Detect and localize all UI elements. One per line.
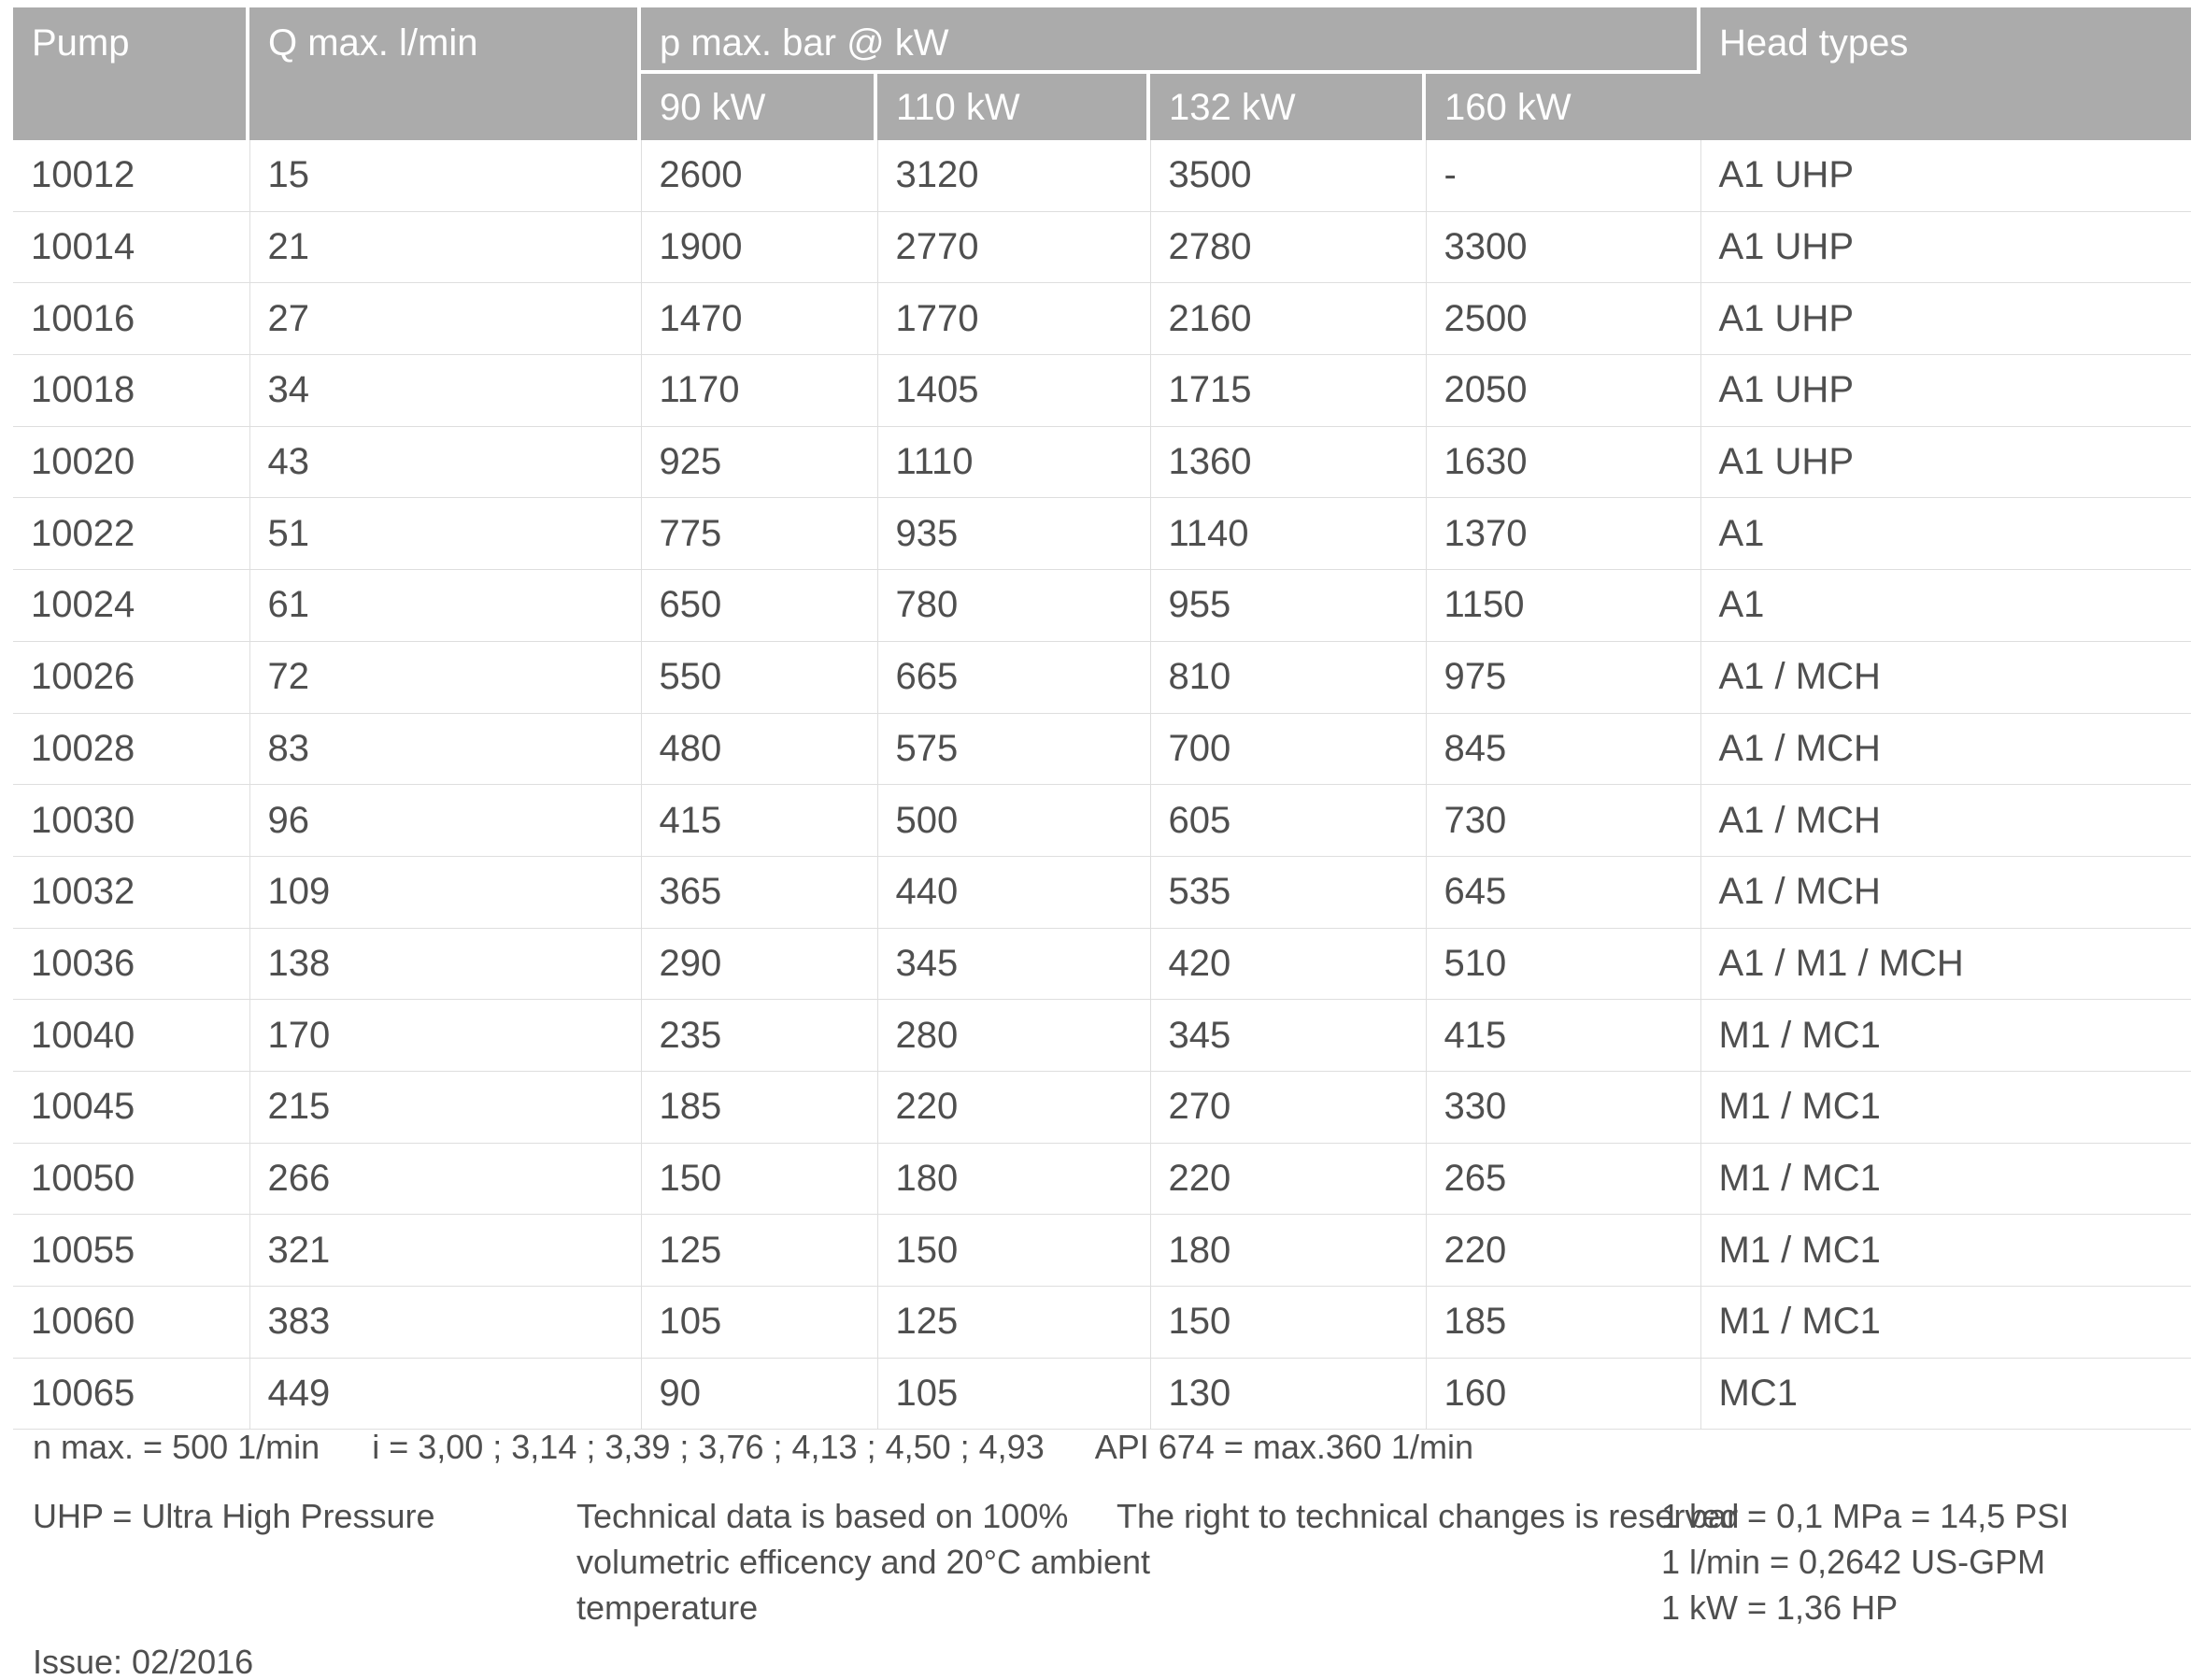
p90-cell: 2600 <box>641 140 877 211</box>
head-types-cell: A1 UHP <box>1700 211 2191 283</box>
uhp-text: UHP = Ultra High Pressure <box>33 1497 435 1535</box>
p90-cell: 1170 <box>641 355 877 427</box>
table-row <box>13 355 2191 427</box>
p132-cell: 220 <box>1150 1143 1426 1215</box>
p110-cell: 345 <box>877 928 1150 1000</box>
p132-cell: 270 <box>1150 1071 1426 1143</box>
pump-id-cell: 10028 <box>13 713 249 785</box>
p110-cell: 2770 <box>877 211 1150 283</box>
footer-rights <box>1117 1493 1740 1630</box>
column-header-pump: Pump <box>13 7 249 140</box>
conversion-bar: 1 bar = 0,1 MPa = 14,5 PSI <box>1661 1497 2070 1535</box>
qmax-cell: 109 <box>249 856 641 928</box>
pump-id-cell: 10065 <box>13 1358 249 1430</box>
p110-cell: 125 <box>877 1287 1150 1359</box>
qmax-cell: 83 <box>249 713 641 785</box>
table-body <box>13 140 2191 1430</box>
qmax-cell: 51 <box>249 498 641 570</box>
column-header-90kw: 90 kW <box>641 74 877 140</box>
qmax-cell: 449 <box>249 1358 641 1430</box>
p160-cell: 265 <box>1426 1143 1700 1215</box>
p110-cell: 440 <box>877 856 1150 928</box>
head-types-cell: A1 / MCH <box>1700 856 2191 928</box>
conversion-kw: 1 kW = 1,36 HP <box>1661 1588 1899 1627</box>
p132-cell: 180 <box>1150 1215 1426 1287</box>
p90-cell: 290 <box>641 928 877 1000</box>
p90-cell: 550 <box>641 641 877 713</box>
pump-id-cell: 10036 <box>13 928 249 1000</box>
table-row <box>13 570 2191 642</box>
table-row <box>13 1358 2191 1430</box>
p132-cell: 2160 <box>1150 283 1426 355</box>
p110-cell: 1110 <box>877 426 1150 498</box>
table-row <box>13 928 2191 1000</box>
qmax-cell: 96 <box>249 785 641 857</box>
p160-cell: 2500 <box>1426 283 1700 355</box>
qmax-cell: 21 <box>249 211 641 283</box>
p90-cell: 105 <box>641 1287 877 1359</box>
pump-id-cell: 10055 <box>13 1215 249 1287</box>
head-types-cell: A1 UHP <box>1700 140 2191 211</box>
p90-cell: 235 <box>641 1000 877 1072</box>
table-row <box>13 713 2191 785</box>
column-header-qmax: Q max. l/min <box>249 7 641 140</box>
pump-id-cell: 10024 <box>13 570 249 642</box>
p132-cell: 150 <box>1150 1287 1426 1359</box>
pump-id-cell: 10060 <box>13 1287 249 1359</box>
qmax-cell: 43 <box>249 426 641 498</box>
p90-cell: 925 <box>641 426 877 498</box>
head-types-cell: A1 UHP <box>1700 426 2191 498</box>
head-types-cell: M1 / MC1 <box>1700 1143 2191 1215</box>
p110-cell: 280 <box>877 1000 1150 1072</box>
p132-cell: 605 <box>1150 785 1426 857</box>
p110-cell: 150 <box>877 1215 1150 1287</box>
tech-line-3: temperature <box>576 1588 759 1627</box>
p160-cell: 3300 <box>1426 211 1700 283</box>
p132-cell: 130 <box>1150 1358 1426 1430</box>
column-header-160kw: 160 kW <box>1426 74 1700 140</box>
tech-line-2: volumetric efficency and 20°C ambient <box>576 1543 1151 1581</box>
head-types-cell: M1 / MC1 <box>1700 1071 2191 1143</box>
pump-id-cell: 10020 <box>13 426 249 498</box>
pump-id-cell: 10014 <box>13 211 249 283</box>
qmax-cell: 383 <box>249 1287 641 1359</box>
qmax-cell: 61 <box>249 570 641 642</box>
p160-cell: 645 <box>1426 856 1700 928</box>
p90-cell: 1900 <box>641 211 877 283</box>
table-row <box>13 140 2191 211</box>
p90-cell: 480 <box>641 713 877 785</box>
table-row <box>13 856 2191 928</box>
qmax-cell: 72 <box>249 641 641 713</box>
p110-cell: 3120 <box>877 140 1150 211</box>
table-row <box>13 1215 2191 1287</box>
column-header-110kw: 110 kW <box>877 74 1150 140</box>
p110-cell: 180 <box>877 1143 1150 1215</box>
qmax-cell: 266 <box>249 1143 641 1215</box>
p160-cell: 845 <box>1426 713 1700 785</box>
table-row <box>13 426 2191 498</box>
footer-technical-basis <box>576 1493 1151 1630</box>
p132-cell: 345 <box>1150 1000 1426 1072</box>
p160-cell: 415 <box>1426 1000 1700 1072</box>
p160-cell: 1370 <box>1426 498 1700 570</box>
footer-unit-conversions <box>1661 1493 2172 1630</box>
note-api: API 674 = max.360 1/min <box>1094 1428 1473 1466</box>
p160-cell: 220 <box>1426 1215 1700 1287</box>
p160-cell: 160 <box>1426 1358 1700 1430</box>
table-row <box>13 1000 2191 1072</box>
head-types-cell: M1 / MC1 <box>1700 1287 2191 1359</box>
pump-id-cell: 10016 <box>13 283 249 355</box>
footnote-line <box>33 1428 1473 1467</box>
qmax-cell: 138 <box>249 928 641 1000</box>
p160-cell: 1150 <box>1426 570 1700 642</box>
head-types-cell: A1 UHP <box>1700 283 2191 355</box>
head-types-cell: A1 <box>1700 570 2191 642</box>
p132-cell: 420 <box>1150 928 1426 1000</box>
p90-cell: 125 <box>641 1215 877 1287</box>
table-row <box>13 1287 2191 1359</box>
p90-cell: 650 <box>641 570 877 642</box>
p110-cell: 220 <box>877 1071 1150 1143</box>
head-types-cell: M1 / MC1 <box>1700 1215 2191 1287</box>
table-row <box>13 283 2191 355</box>
p160-cell: 510 <box>1426 928 1700 1000</box>
p110-cell: 500 <box>877 785 1150 857</box>
head-types-cell: A1 / MCH <box>1700 785 2191 857</box>
head-types-cell: A1 / M1 / MCH <box>1700 928 2191 1000</box>
qmax-cell: 215 <box>249 1071 641 1143</box>
table-row <box>13 211 2191 283</box>
p110-cell: 665 <box>877 641 1150 713</box>
p90-cell: 185 <box>641 1071 877 1143</box>
p160-cell: - <box>1426 140 1700 211</box>
pump-id-cell: 10045 <box>13 1071 249 1143</box>
column-header-head-types: Head types <box>1700 7 2191 140</box>
p110-cell: 1770 <box>877 283 1150 355</box>
pump-id-cell: 10040 <box>13 1000 249 1072</box>
p110-cell: 105 <box>877 1358 1150 1430</box>
table-row <box>13 498 2191 570</box>
p90-cell: 365 <box>641 856 877 928</box>
head-types-cell: A1 / MCH <box>1700 713 2191 785</box>
p90-cell: 90 <box>641 1358 877 1430</box>
footer-uhp-definition <box>33 1493 576 1630</box>
pump-id-cell: 10026 <box>13 641 249 713</box>
p132-cell: 2780 <box>1150 211 1426 283</box>
p132-cell: 1715 <box>1150 355 1426 427</box>
column-header-pmax-group: p max. bar @ kW <box>641 7 1700 74</box>
p90-cell: 775 <box>641 498 877 570</box>
rights-text: The right to technical changes is reserved <box>1117 1497 1740 1535</box>
note-nmax: n max. = 500 1/min <box>33 1428 320 1466</box>
p160-cell: 730 <box>1426 785 1700 857</box>
p110-cell: 1405 <box>877 355 1150 427</box>
p132-cell: 1140 <box>1150 498 1426 570</box>
column-header-132kw: 132 kW <box>1150 74 1426 140</box>
qmax-cell: 321 <box>249 1215 641 1287</box>
pump-table <box>13 7 2191 1430</box>
tech-line-1: Technical data is based on 100% <box>576 1497 1069 1535</box>
footer-notes <box>33 1493 2172 1630</box>
table-header <box>13 7 2191 140</box>
p160-cell: 185 <box>1426 1287 1700 1359</box>
table-row <box>13 1071 2191 1143</box>
p160-cell: 330 <box>1426 1071 1700 1143</box>
qmax-cell: 15 <box>249 140 641 211</box>
p132-cell: 955 <box>1150 570 1426 642</box>
head-types-cell: A1 UHP <box>1700 355 2191 427</box>
pump-id-cell: 10030 <box>13 785 249 857</box>
p90-cell: 415 <box>641 785 877 857</box>
head-types-cell: MC1 <box>1700 1358 2191 1430</box>
p90-cell: 150 <box>641 1143 877 1215</box>
p160-cell: 2050 <box>1426 355 1700 427</box>
head-types-cell: M1 / MC1 <box>1700 1000 2191 1072</box>
p132-cell: 810 <box>1150 641 1426 713</box>
p90-cell: 1470 <box>641 283 877 355</box>
qmax-cell: 27 <box>249 283 641 355</box>
pump-id-cell: 10032 <box>13 856 249 928</box>
table-row <box>13 1143 2191 1215</box>
p110-cell: 575 <box>877 713 1150 785</box>
note-ratios: i = 3,00 ; 3,14 ; 3,39 ; 3,76 ; 4,13 ; 4,50 ; 4,93 <box>372 1428 1045 1466</box>
pump-id-cell: 10022 <box>13 498 249 570</box>
p160-cell: 1630 <box>1426 426 1700 498</box>
p110-cell: 780 <box>877 570 1150 642</box>
p132-cell: 700 <box>1150 713 1426 785</box>
issue-date: Issue: 02/2016 <box>33 1643 254 1680</box>
head-types-cell: A1 / MCH <box>1700 641 2191 713</box>
pump-id-cell: 10050 <box>13 1143 249 1215</box>
head-types-cell: A1 <box>1700 498 2191 570</box>
pump-id-cell: 10018 <box>13 355 249 427</box>
p132-cell: 3500 <box>1150 140 1426 211</box>
table-row <box>13 785 2191 857</box>
p132-cell: 1360 <box>1150 426 1426 498</box>
qmax-cell: 170 <box>249 1000 641 1072</box>
qmax-cell: 34 <box>249 355 641 427</box>
p132-cell: 535 <box>1150 856 1426 928</box>
conversion-lmin: 1 l/min = 0,2642 US-GPM <box>1661 1543 2046 1581</box>
p110-cell: 935 <box>877 498 1150 570</box>
p160-cell: 975 <box>1426 641 1700 713</box>
table-row <box>13 641 2191 713</box>
pump-id-cell: 10012 <box>31 154 135 196</box>
